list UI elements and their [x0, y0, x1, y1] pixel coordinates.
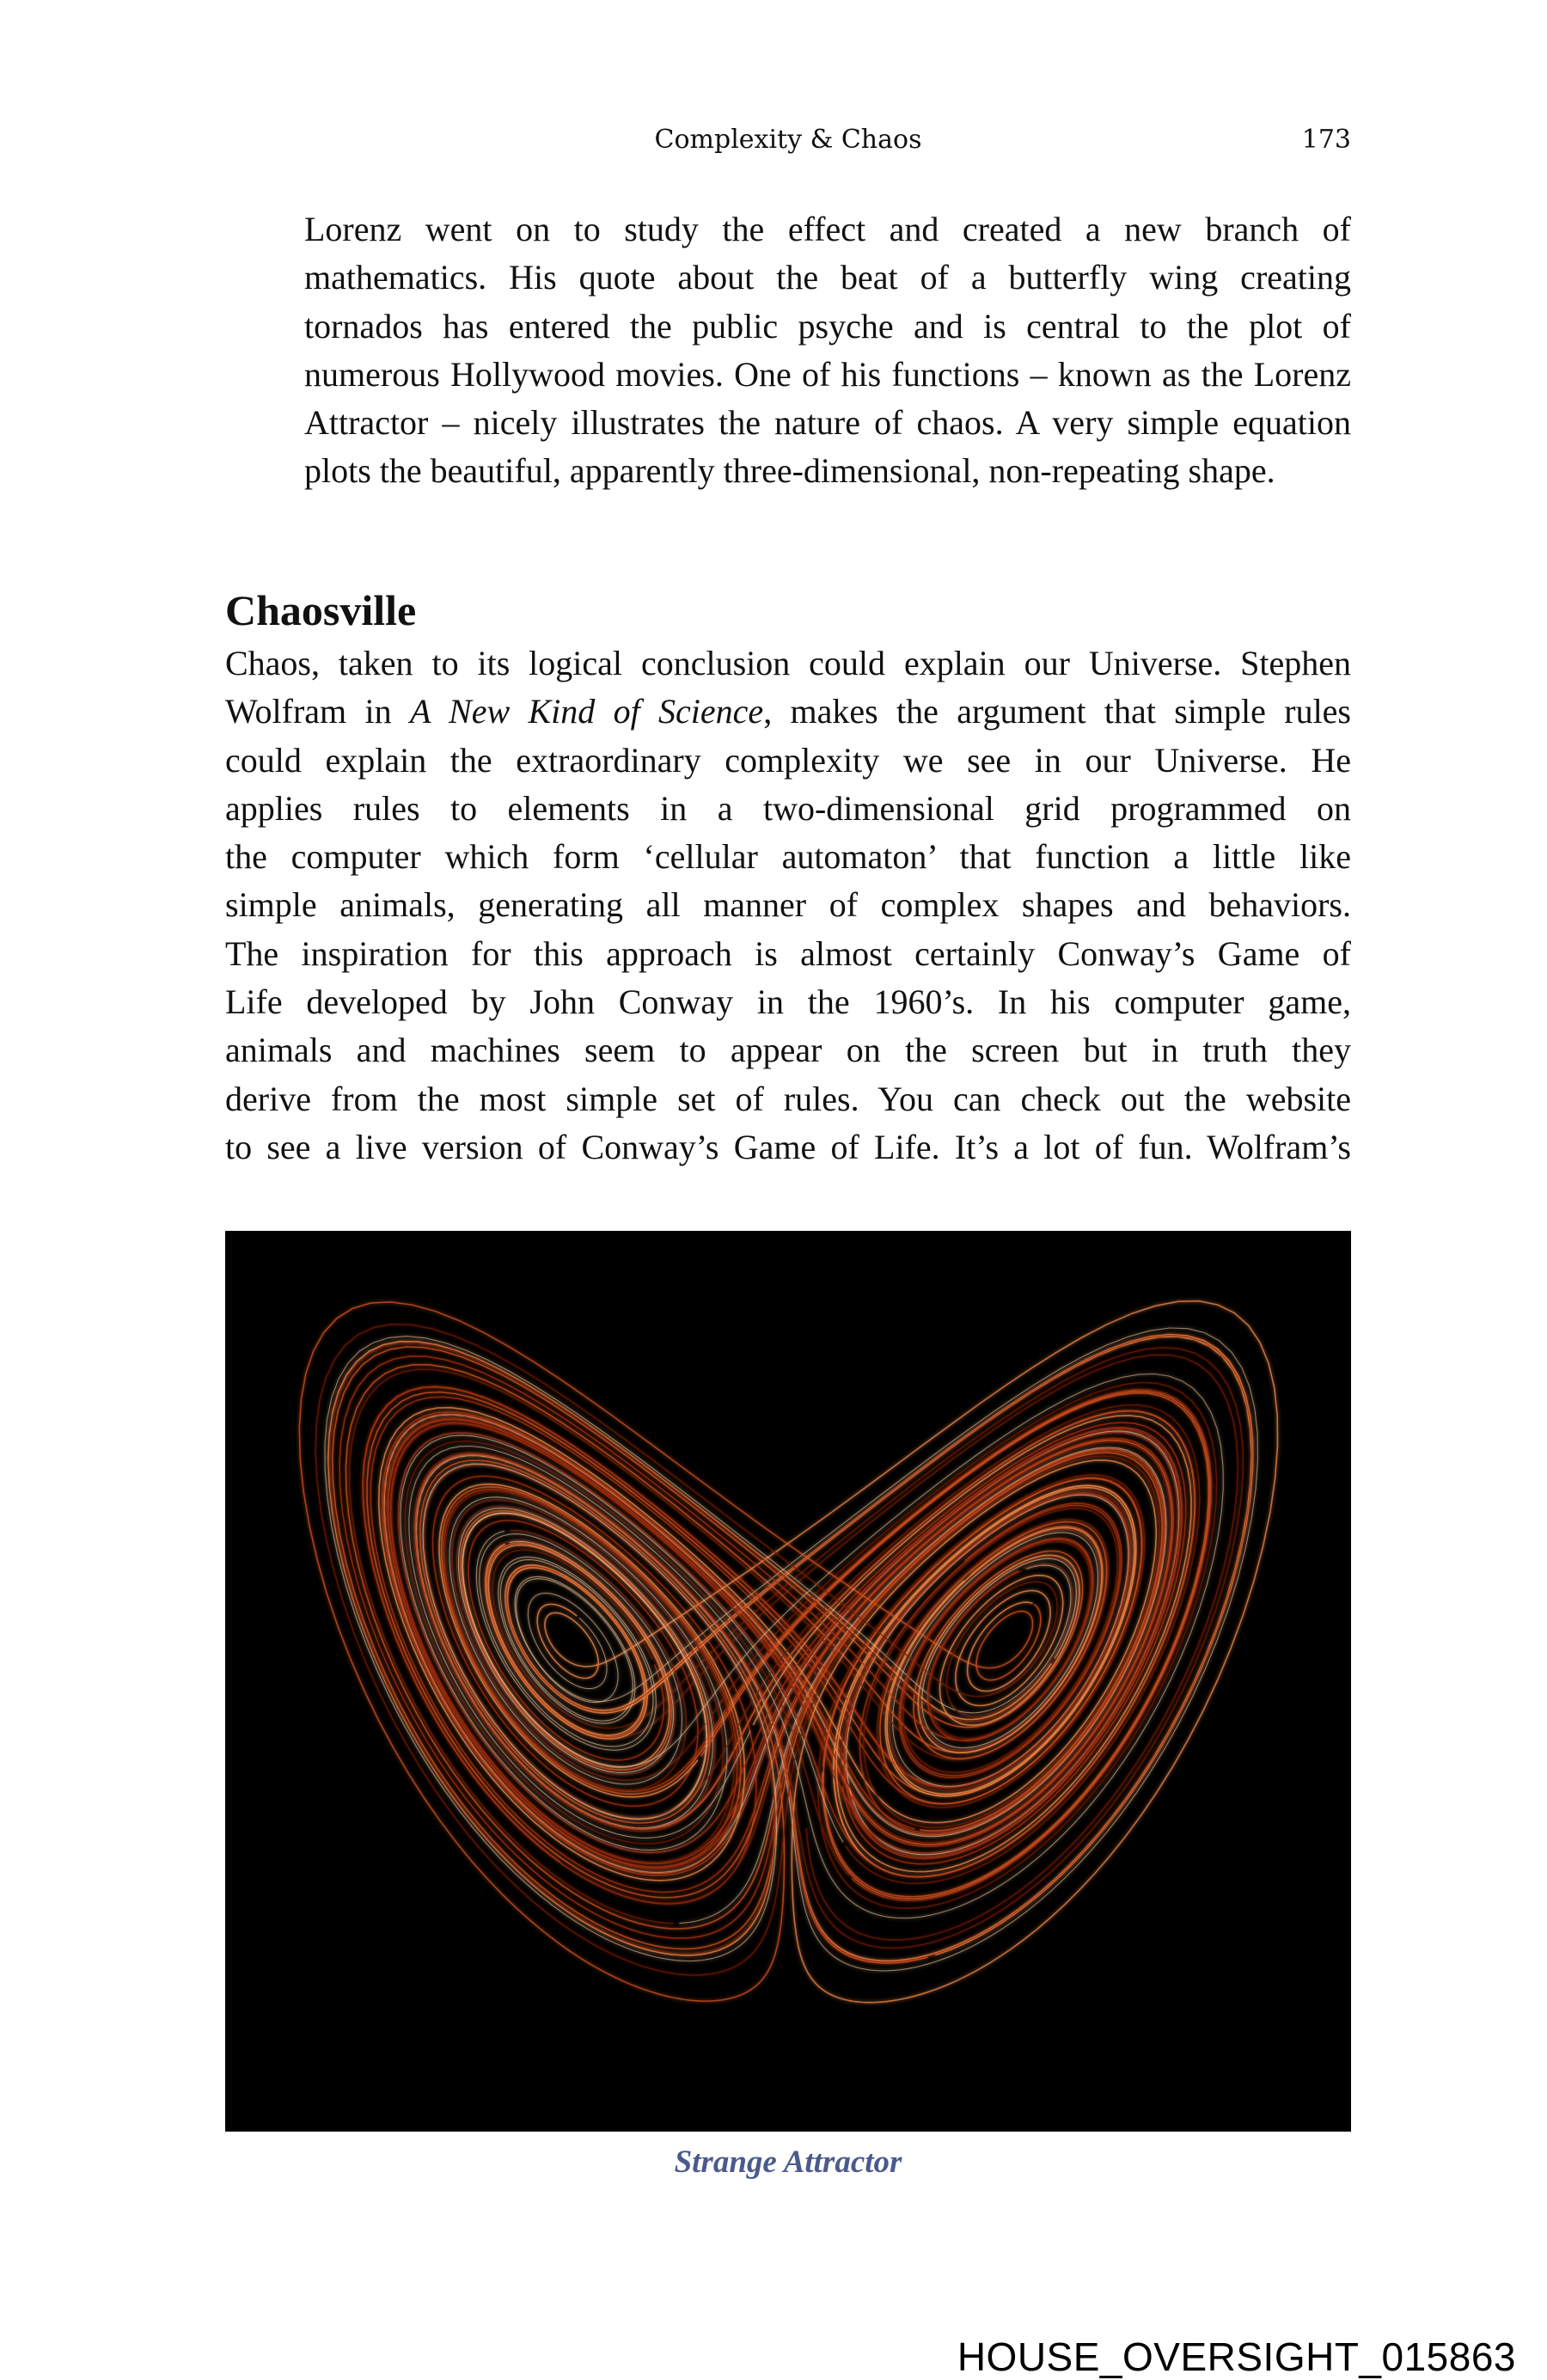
lorenz-attractor-image — [225, 1231, 1351, 2132]
running-title: Complexity & Chaos — [654, 125, 922, 155]
body-line: could explain the extraordinary complexity we see in our Universe. He — [225, 740, 1351, 780]
body-line: the computer which form ‘cellular automaton’ that function a little like — [225, 837, 1351, 877]
body-text: Wolfram in — [225, 692, 410, 731]
intro-line: mathematics. His quote about the beat of a butterfly wing creating — [304, 258, 1351, 297]
attractor-drawing — [225, 1231, 1351, 2132]
intro-line: plots the beautiful, apparently three-dimensional, non-repeating shape. — [304, 451, 1275, 491]
body-line: to see a live version of Conway’s Game of Life. It’s a lot of fun. Wolfram’s — [225, 1127, 1351, 1166]
bates-stamp: HOUSE_OVERSIGHT_015863 — [957, 2334, 1516, 2379]
body-line: applies rules to elements in a two-dimensional grid programmed on — [225, 788, 1351, 828]
body-line: animals and machines seem to appear on the screen but in truth they — [225, 1031, 1351, 1070]
section-body-paragraph — [225, 639, 1351, 1172]
intro-line: tornados has entered the public psyche and is central to the plot of — [304, 306, 1351, 346]
intro-line: Attractor – nicely illustrates the nature of chaos. A very simple equation — [304, 403, 1351, 443]
body-line: The inspiration for this approach is almost certainly Conway’s Game of — [225, 933, 1351, 973]
book-title: A New Kind of Science — [409, 692, 764, 731]
body-line: Chaos, taken to its logical conclusion could explain our Universe. Stephen — [225, 644, 1351, 682]
intro-line: numerous Hollywood movies. One of his functions – known as the Lorenz — [304, 354, 1351, 394]
page-number: 173 — [1301, 125, 1351, 155]
intro-paragraph — [225, 205, 1351, 496]
body-line: simple animals, generating all manner of complex shapes and behaviors. — [225, 885, 1351, 925]
figure-caption: Strange Attractor — [674, 2144, 902, 2180]
intro-line: Lorenz went on to study the effect and created a new branch of — [304, 210, 1351, 248]
body-line — [225, 688, 1351, 736]
section-heading: Chaosville — [225, 586, 417, 634]
body-line: Life developed by John Conway in the 1960’s. In his computer game, — [225, 982, 1351, 1022]
body-line: derive from the most simple set of rules. You can check out the website — [225, 1079, 1351, 1118]
body-text: , makes the argument that simple rules — [763, 692, 1352, 731]
running-header — [225, 119, 1351, 162]
